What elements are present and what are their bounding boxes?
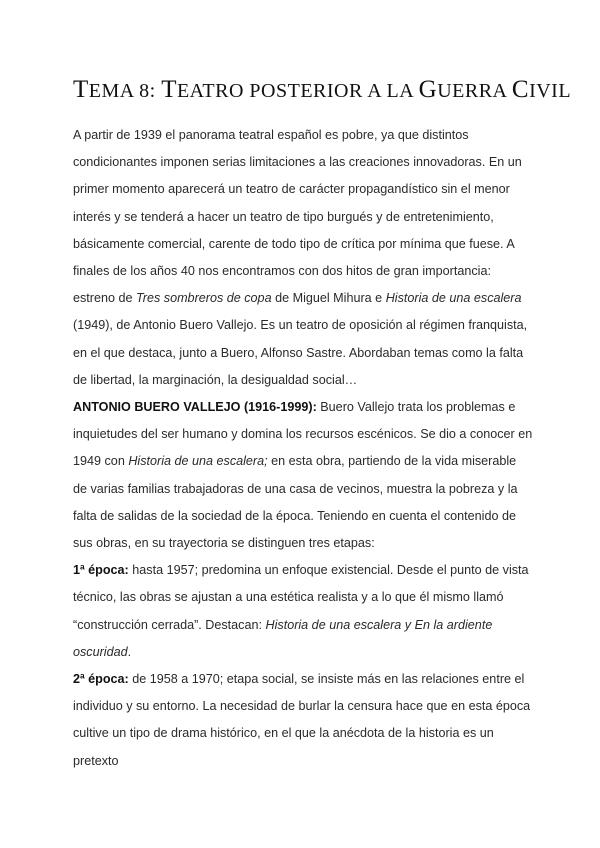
section-heading: ANTONIO BUERO VALLEJO (1916-1999): [73,400,317,415]
document-body [73,122,533,775]
section-heading: 2ª época: [73,672,129,687]
paragraph-second-period: 2ª época: de 1958 a 1970; etapa social, se insiste más en las relaciones entre el individuo y su entorno. La necesidad de burlar la censura hace que en esta época cultive un tipo de drama histórico, en el que la anécdota de la historia es un pretexto [73,672,531,768]
paragraph-intro: A partir de 1939 el panorama teatral español es pobre, ya que distintos condicionantes imponen serias limitaciones a las creaciones innovadoras. En un primer momento aparecerá un teatro de carácter propagandístico sin el menor interés y se tenderá a hacer un teatro de tipo burgués y de entretenimiento, básicamente comercial, carente de todo tipo de crítica por mínima que fuese. A finales de los años 40 nos encontramos con dos hitos de gran importancia: estreno de Tres sombreros de copa de Miguel Mihura e Historia de una escalera (1949), de Antonio Buero Vallejo. Es un teatro de oposición al régimen franquista, en el que destaca, junto a Buero, Alfonso Sastre. Abordaban temas como la falta de libertad, la marginación, la desigualdad social… [73,128,528,387]
paragraph-first-period: 1ª época: hasta 1957; predomina un enfoque existencial. Desde el punto de vista técnico, las obras se ajustan a una estética realista y a lo que él mismo llamó “construcción cerrada”. Destacan: Historia de una escalera y En la ardiente oscuridad. [73,563,529,659]
document-title: TEMA 8: TEATRO POSTERIOR A LA GUERRA CIVIL [73,76,572,103]
section-heading: 1ª época: [73,563,129,578]
paragraph-buero-vallejo: ANTONIO BUERO VALLEJO (1916-1999): Buero Vallejo trata los problemas e inquietudes del ser humano y domina los recursos escénicos. Se dio a conocer en 1949 con Historia de una escalera; en esta obra, partiendo de la vida miserable de varias familias trabajadoras de una casa de vecinos, muestra la pobreza y la falta de salidas de la sociedad de la época. Teniendo en cuenta el contenido de sus obras, en su trayectoria se distinguen tres etapas: [73,400,533,551]
